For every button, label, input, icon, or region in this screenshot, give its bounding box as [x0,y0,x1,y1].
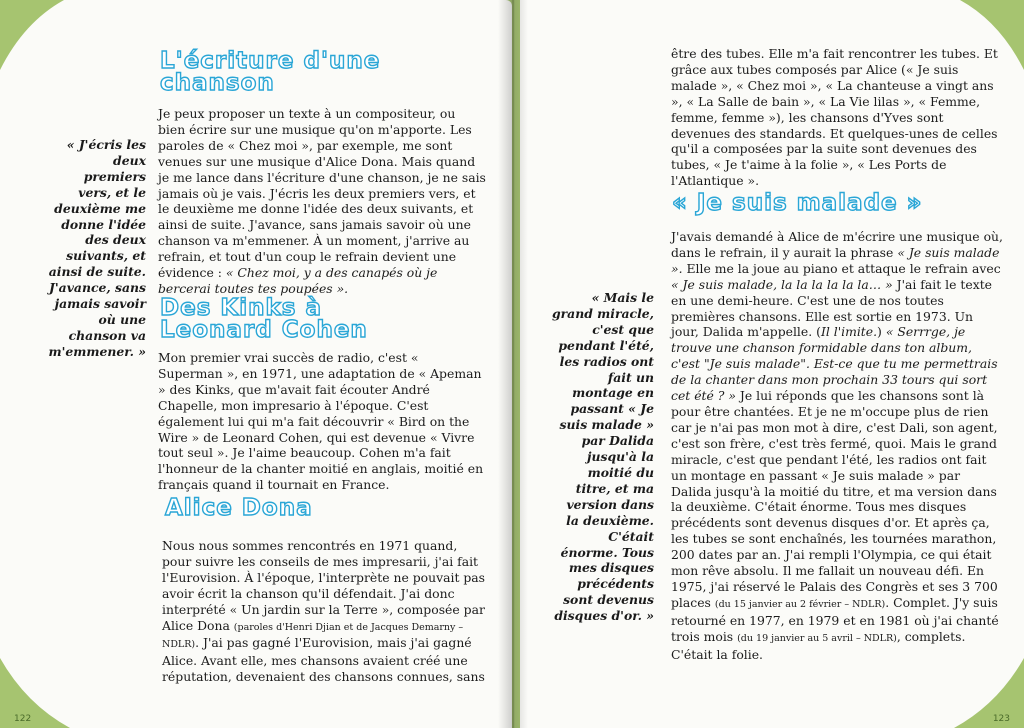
malade-text-5: Je lui réponds que les chansons sont là pour être chantées. Et je ne m'occupe plus de rien car je n'ai pas mon mot à dire, c'est Dali, son agent, c'est son frère, c'est très fermé, quoi. Mais le grand miracle, c'est que pendant l'été, les radios ont fait un montage en passant « Je suis malade » par Dalida jusqu'à la moitié du titre, et ma version dans la deuxième. C'était énorme. Tous mes disques précédents sont devenus disques d'or. Et après ça, les tubes se sont enchaînés, les tournées marathon, 200 dates par an. J'ai rempli l'Olympia, ce qui était mon rêve absolu. Il me fallait un nouveau défi. En 1975, j'ai réservé le Palais des Congrès et ses 3 700 places [671,388,998,610]
alice-paragraph-b: . J'ai pas gagné l'Eurovision, mais j'ai gagné Alice. Avant elle, mes chansons avaient créé une réputation, devenaient des chansons connues, sans [162,635,485,685]
section-title-kinks: Des Kinks à Leonard Cohen [160,295,368,343]
pull-quote-left: « J'écris les deux premiers vers, et le deuxième me donne l'idée des deux suivants, et ainsi de suite. J'avance, sans jamais savoir où une chanson va m'emmener. » [48,137,146,359]
malade-text-7: , complets. C'était la folie. [671,628,966,662]
malade-italic-1: « Je suis malade ». [671,244,1000,276]
alice-paragraph-a: Nous nous sommes rencontrés en 1971 quand, pour suivre les conseils de mes impresarii, j'ai fait l'Eurovision. À l'époque, l'interprète ne pouvait pas avoir écrit la chanson qu'il défendait. J'ai donc interprété « Un jardin sur la Terre », composée par Alice Dona [162,538,486,633]
tubes-intro-paragraph: être des tubes. Elle m'a fait rencontrer les tubes. Et grâce aux tubes composés par Alice (« Je suis malade », « Chez moi », « La chanteuse a vingt ans », « La Salle de bain », « La Vie lilas », « Femme, femme, femme »), les chansons d'Yves sont devenues des standards. Et quelques-unes de celles qu'il a composées par la suite sont devenues des tubes, « Je t'aime à la folie », « Les Ports de l'Atlantique ». [671,46,998,189]
section-title-alice-dona: Alice Dona [165,495,313,521]
malade-note-1: (du 15 janvier au 2 février – NDLR) [714,598,886,610]
malade-text-6: . Complet. J'y suis retourné en 1977, en 1979 et en 1981 où j'ai chanté trois mois [671,594,999,644]
body-kinks [158,350,486,493]
section-title-ecriture: L'écriture d'une chanson [160,48,381,96]
section-title-je-suis-malade: « Je suis malade » [672,190,923,216]
corner-decoration-top-left [0,0,80,80]
body-ecriture [158,106,486,297]
malade-italic-3: Il l'imite. [820,324,878,340]
pull-quote-right: « Mais le grand miracle, c'est que pendant l'été, les radios ont fait un montage en passant « Je suis malade » par Dalida jusqu'à la moitié du titre, et ma version dans la deuxième. C'était énorme. Tous mes disques précédents sont devenus disques d'or. » [551,290,654,624]
alice-paragraph-note: (paroles d'Henri Djian et de Jacques Demarny – NDLR) [162,621,464,651]
ecriture-paragraph: Je peux proposer un texte à un compositeur, ou bien écrire sur une musique qu'on m'apporte. Les paroles de « Chez moi », par exemple, me sont venues sur une musique d'Alice Dona. Mais quand je me lance dans l'écriture d'une chanson, je ne sais jamais où je vais. J'écris les deux premiers vers, et le deuxième me donne l'idée des deux suivants, et ainsi de suite. J'avance, sans jamais savoir où une chanson va m'emmener. À un moment, j'arrive au refrain, et tout d'un coup le refrain devient une évidence : [158,106,486,281]
page-number-right: 123 [992,714,1010,724]
malade-text-1: J'avais demandé à Alice de m'écrire une musique où, dans le refrain, il y aurait la phrase [671,229,1003,260]
malade-italic-2: « Je suis malade, la la la la la la… » [671,276,893,292]
malade-text-4: ) [877,324,886,340]
body-je-suis-malade [671,229,1004,662]
malade-text-2: Elle me la joue au piano et attaque le refrain avec [682,260,1001,276]
body-alice-dona [162,538,488,685]
malade-text-3: J'ai fait le texte en une demi-heure. C'est une de nos toutes premières chansons. Elle est sortie en 1973. Un jour, Dalida m'appelle. ( [671,276,993,340]
malade-italic-4: « Serrrge, je trouve une chanson formidable dans ton album, c'est "Je suis malade". Est-ce que tu me permettrais de la chanter dans mon prochain 33 tours qui sort cet été ? » [671,324,998,404]
corner-decoration-bottom-left [0,648,80,728]
book-spine-shadow [498,0,528,728]
body-tubes-intro [671,46,1001,189]
right-page [520,0,1024,728]
malade-note-2: (du 19 janvier au 5 avril – NDLR) [737,632,897,644]
kinks-paragraph: Mon premier vrai succès de radio, c'est « Superman », en 1971, une adaptation de « Apeman » des Kinks, que m'avait fait écouter André Chapelle, mon impresario à l'époque. C'est également lui qui m'a fait découvrir « Bird on the Wire » de Leonard Cohen, qui est devenue « Vivre tout seul ». Je l'aime beaucoup. Cohen m'a fait l'honneur de la chanter moitié en anglais, moitié en français quand il tournait en France. [158,350,484,493]
ecriture-quote-inline: « Chez moi, y a des canapés où je bercerai toutes tes poupées ». [158,265,438,296]
page-number-left: 122 [14,714,32,724]
